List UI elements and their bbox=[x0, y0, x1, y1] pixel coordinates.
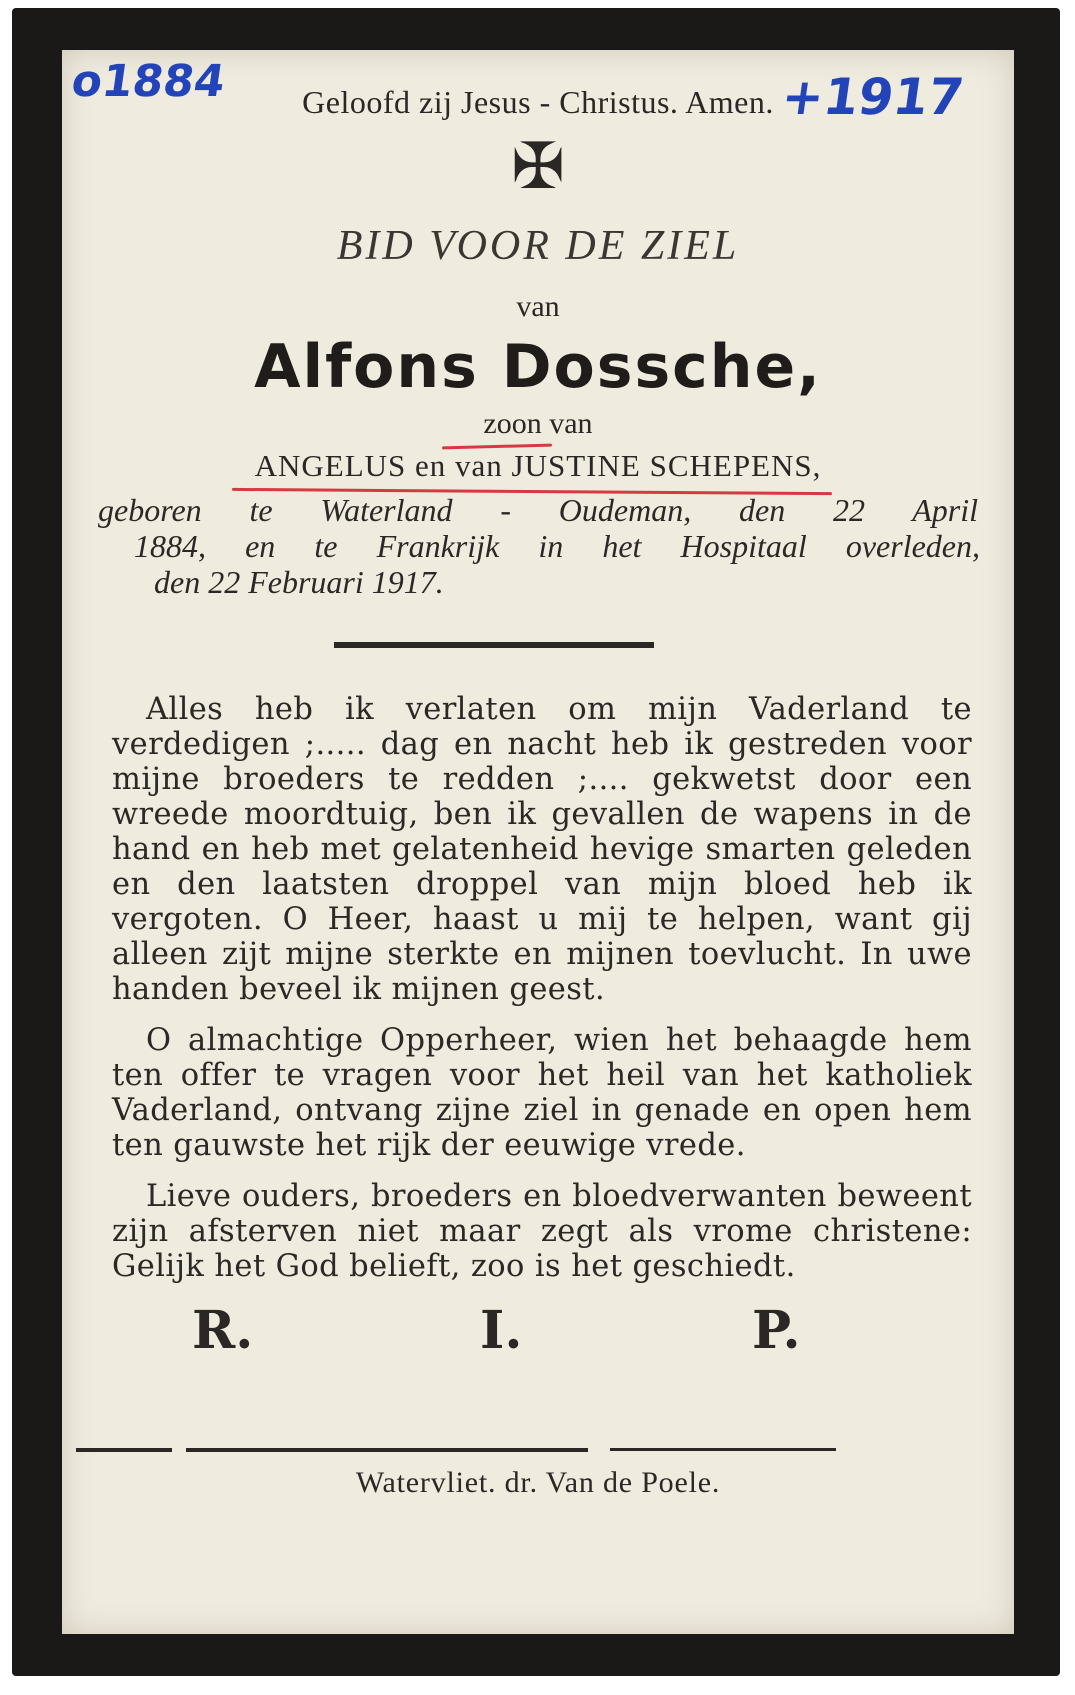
rip-p: P. bbox=[752, 1300, 801, 1361]
son-of-text: zoon van bbox=[483, 407, 593, 440]
prayer-text bbox=[112, 692, 972, 1300]
paragraph: Alles heb ik verlaten om mijn Vaderland te verdedigen ;..... dag en nacht heb ik gestreden voor mijne broeders te redden ;.... gekwetst door een wreede moordtuig, ben ik gevallen de wapens in de hand en heb met gelatenheid hevige smarten geleden en den laatsten droppel van mijn bloed heb ik vergoten. O Heer, haast u mij te helpen, want gij alleen zijt mijne sterkte en mijnen toevlucht. In uwe handen beveel ik mijnen geest. bbox=[112, 692, 972, 1007]
parents-text: ANGELUS en van JUSTINE SCHEPENS, bbox=[254, 448, 822, 483]
deceased-name: Alfons Dossche, bbox=[254, 332, 822, 402]
van-text: van bbox=[516, 290, 560, 323]
memorial-card bbox=[12, 8, 1060, 1676]
printer-imprint: Watervliet. dr. Van de Poele. bbox=[355, 1466, 721, 1499]
birth-line-2: 1884, en te Frankrijk in het Hospitaal overleden, bbox=[134, 528, 980, 564]
divider bbox=[334, 642, 654, 648]
cross-icon: ✠ bbox=[511, 130, 565, 204]
death-year-annotation: +1917 bbox=[777, 68, 968, 126]
rip-i: I. bbox=[480, 1300, 523, 1361]
header-text: Geloofd zij Jesus - Christus. Amen. bbox=[302, 84, 774, 120]
birth-line-1: geboren te Waterland - Oudeman, den 22 April bbox=[98, 492, 978, 528]
birth-year-annotation: o1884 bbox=[68, 56, 229, 107]
footer-rule-center bbox=[186, 1448, 588, 1452]
paragraph: Lieve ouders, broeders en bloedverwanten beweent zijn afsterven niet maar zegt als vrome christene: Gelijk het God belieft, zoo is het geschiedt. bbox=[112, 1179, 972, 1284]
rip-r: R. bbox=[192, 1300, 254, 1361]
page-title: BID VOOR DE ZIEL bbox=[336, 223, 740, 269]
paragraph: O almachtige Opperheer, wien het behaagde hem ten offer te vragen voor het heil van het katholiek Vaderland, ontvang zijne ziel in genade en open hem ten gauwste het rijk der eeuwige vrede. bbox=[112, 1023, 972, 1163]
footer-rule-right bbox=[610, 1448, 836, 1451]
birth-line-3: den 22 Februari 1917. bbox=[154, 564, 444, 600]
card-paper bbox=[62, 50, 1014, 1634]
footer-rule-left bbox=[76, 1448, 172, 1452]
